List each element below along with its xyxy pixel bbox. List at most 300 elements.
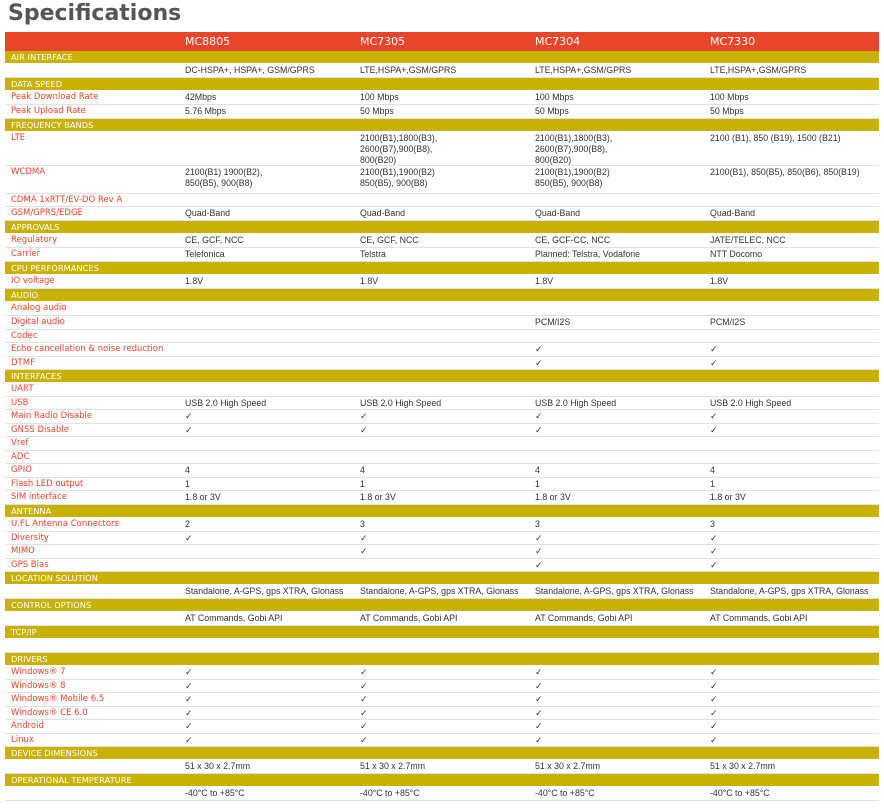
column-divider [529, 693, 530, 706]
column-divider [179, 760, 180, 773]
column-divider [354, 707, 355, 719]
section-label: LOCATION SOLUTION [11, 573, 98, 583]
column-divider [179, 437, 180, 450]
section-row [5, 572, 879, 585]
column-divider [529, 91, 530, 104]
column-divider [704, 680, 705, 692]
section-row [5, 262, 879, 275]
column-divider [179, 343, 180, 356]
row-label: Peak Download Rate [11, 92, 99, 102]
column-divider [354, 194, 355, 206]
column-divider [179, 559, 180, 571]
table-row [5, 166, 879, 194]
table-cell: 2100(B1) 1900(B2), 850(B5), 900(B8) [185, 167, 263, 188]
table-row [5, 518, 879, 532]
row-label: MIMO [11, 546, 35, 556]
column-divider [354, 532, 355, 544]
column-divider [354, 464, 355, 477]
column-divider [704, 330, 705, 342]
table-cell: ✓ [360, 533, 368, 543]
column-divider [529, 787, 530, 800]
column-divider [704, 316, 705, 329]
table-cell: PCM/I2S [710, 317, 746, 327]
row-label: Flash LED output [11, 479, 84, 489]
table-cell: 50 Mbps [710, 106, 744, 116]
column-divider [354, 234, 355, 247]
table-row [5, 437, 879, 451]
section-row [5, 599, 879, 612]
row-label: Linux [11, 735, 34, 745]
table-cell: 2100(B1),1800(B3), 2600(B7),900(B8), 800(B20) [535, 133, 613, 165]
section-label: INTERFACES [11, 371, 62, 381]
row-label: GPS Bias [11, 560, 49, 570]
column-divider [354, 275, 355, 288]
column-divider [529, 451, 530, 463]
section-label: FREQUENCY BANDS [11, 120, 94, 130]
table-cell: ✓ [535, 694, 543, 704]
table-cell: ✓ [535, 667, 543, 677]
table-cell: USB 2.0 High Speed [360, 398, 442, 408]
table-cell: 1 [535, 479, 540, 489]
row-label: USB [11, 398, 29, 408]
column-divider [179, 734, 180, 746]
section-row [5, 747, 879, 760]
column-divider [179, 207, 180, 220]
table-cell: 42Mbps [185, 92, 217, 102]
table-cell: ✓ [535, 708, 543, 718]
section-label: ANTENNA [11, 506, 52, 516]
table-cell: 1 [185, 479, 190, 489]
column-divider [179, 194, 180, 206]
column-divider [354, 330, 355, 342]
table-cell: ✓ [710, 411, 718, 421]
column-header: MC7330 [710, 35, 756, 48]
row-label: Windows® Mobile 6.5 [11, 694, 105, 704]
table-cell: 100 Mbps [360, 92, 399, 102]
table-row [5, 64, 879, 78]
table-row [5, 105, 879, 119]
column-divider [704, 693, 705, 706]
table-cell: Telstra [360, 249, 386, 259]
table-cell: 4 [710, 465, 715, 475]
table-row [5, 234, 879, 248]
section-row [5, 505, 879, 518]
section-label: DRIVERS [11, 654, 48, 664]
column-divider [179, 545, 180, 558]
table-cell: ✓ [535, 721, 543, 731]
column-divider [179, 410, 180, 423]
table-cell: ✓ [710, 533, 718, 543]
row-label: Android [11, 721, 44, 731]
column-divider [354, 91, 355, 104]
table-cell: CE, GCF-CC, NCC [535, 235, 611, 245]
column-divider [529, 234, 530, 247]
table-cell: AT Commands, Gobi API [710, 613, 808, 623]
column-divider [354, 451, 355, 463]
table-cell: Standalone, A-GPS, gps XTRA, Glonass [710, 586, 869, 596]
section-label: CPU PERFORMANCES [11, 263, 99, 273]
column-divider [529, 760, 530, 773]
column-divider [529, 666, 530, 679]
table-cell: ✓ [535, 735, 543, 745]
column-divider [354, 166, 355, 193]
column-divider [179, 424, 180, 436]
table-cell: -40°C to +85°C [535, 788, 595, 798]
table-cell: 2100(B1), 850(B5), 850(B6), 850(B19) [710, 167, 860, 177]
table-cell: ✓ [710, 694, 718, 704]
column-divider [179, 64, 180, 77]
column-divider [179, 693, 180, 706]
row-label: CDMA 1xRTT/EV-DO Rev A [11, 195, 123, 205]
section-label: AUDIO [11, 290, 39, 300]
table-row [5, 491, 879, 505]
column-divider [354, 357, 355, 369]
table-cell: 1.8 or 3V [360, 492, 396, 502]
column-divider [529, 734, 530, 746]
table-row [5, 207, 879, 221]
column-divider [529, 166, 530, 193]
table-cell: ✓ [535, 411, 543, 421]
column-divider [354, 720, 355, 733]
column-divider [704, 478, 705, 490]
table-cell: Standalone, A-GPS, gps XTRA, Glonass [185, 586, 344, 596]
table-row [5, 397, 879, 410]
column-divider [179, 787, 180, 800]
table-cell: CE, GCF, NCC [360, 235, 419, 245]
column-divider [529, 207, 530, 220]
section-label: AIR INTERFACE [11, 52, 73, 62]
table-cell: -40°C to +85°C [185, 788, 245, 798]
table-cell: USB 2.0 High Speed [710, 398, 792, 408]
table-cell: 1.8V [710, 276, 729, 286]
column-divider [704, 639, 705, 652]
page-title: Specifications [8, 1, 182, 26]
column-divider [179, 478, 180, 490]
table-cell: ✓ [360, 425, 368, 435]
table-cell: 4 [185, 465, 190, 475]
table-cell: USB 2.0 High Speed [185, 398, 267, 408]
column-divider [529, 478, 530, 490]
table-row [5, 357, 879, 370]
column-divider [529, 316, 530, 329]
table-cell: 2100(B1),1900(B2) 850(B5), 900(B8) [360, 167, 435, 188]
table-cell: 2100(B1),1900(B2) 850(B5), 900(B8) [535, 167, 610, 188]
row-label: Regulatory [11, 235, 58, 245]
table-cell: Quad-Band [710, 208, 755, 218]
column-divider [529, 383, 530, 396]
table-row [5, 275, 879, 289]
column-divider [179, 464, 180, 477]
section-row [5, 119, 879, 132]
row-label: Windows® 8 [11, 681, 66, 691]
table-cell: ✓ [535, 425, 543, 435]
table-cell: 1.8V [360, 276, 379, 286]
table-cell: 3 [710, 519, 715, 529]
table-cell: 4 [360, 465, 365, 475]
column-divider [354, 666, 355, 679]
column-divider [529, 464, 530, 477]
table-body [5, 51, 879, 801]
row-label: Windows® 7 [11, 667, 66, 677]
column-divider [354, 383, 355, 396]
row-label: DTMF [11, 358, 35, 368]
column-divider [529, 612, 530, 625]
table-cell: ✓ [360, 546, 368, 556]
section-row [5, 221, 879, 234]
table-cell: DC-HSPA+, HSPA+, GSM/GPRS [185, 65, 315, 75]
table-row [5, 451, 879, 464]
table-row [5, 478, 879, 491]
column-divider [704, 343, 705, 356]
table-cell: ✓ [710, 681, 718, 691]
column-divider [354, 680, 355, 692]
column-divider [179, 316, 180, 329]
table-cell: -40°C to +85°C [360, 788, 420, 798]
column-divider [179, 357, 180, 369]
table-cell: ✓ [710, 667, 718, 677]
column-divider [354, 316, 355, 329]
column-divider [529, 585, 530, 598]
row-label: SIM interface [11, 492, 67, 502]
table-cell: Planned: Telstra, Vodafone [535, 249, 640, 259]
column-divider [354, 302, 355, 315]
column-divider [529, 491, 530, 504]
column-divider [179, 132, 180, 165]
table-cell: AT Commands, Gobi API [360, 613, 458, 623]
table-cell: 50 Mbps [535, 106, 569, 116]
row-label: Digital audio [11, 317, 65, 327]
row-label: Codec [11, 331, 38, 341]
column-divider [704, 357, 705, 369]
table-cell: ✓ [185, 694, 193, 704]
table-cell: ✓ [360, 694, 368, 704]
table-row [5, 464, 879, 478]
column-divider [704, 397, 705, 409]
column-divider [529, 518, 530, 531]
column-divider [179, 105, 180, 118]
column-divider [704, 451, 705, 463]
column-divider [704, 166, 705, 193]
table-cell: Quad-Band [185, 208, 230, 218]
row-label: Main Radio Disable [11, 411, 93, 421]
section-label: DEVICE DIMENSIONS [11, 748, 98, 758]
column-divider [179, 397, 180, 409]
column-divider [704, 720, 705, 733]
column-divider [354, 760, 355, 773]
column-divider [704, 91, 705, 104]
column-divider [354, 612, 355, 625]
table-cell: ✓ [710, 708, 718, 718]
table-cell: USB 2.0 High Speed [535, 398, 617, 408]
row-label: WCDMA [11, 167, 46, 177]
table-cell: 100 Mbps [535, 92, 574, 102]
column-divider [179, 248, 180, 261]
table-row [5, 330, 879, 343]
table-cell: 4 [535, 465, 540, 475]
table-cell: Standalone, A-GPS, gps XTRA, Glonass [360, 586, 519, 596]
table-cell: PCM/I2S [535, 317, 571, 327]
table-row [5, 720, 879, 734]
column-divider [354, 545, 355, 558]
table-row [5, 248, 879, 262]
column-divider [704, 105, 705, 118]
table-cell: ✓ [185, 681, 193, 691]
section-label: CONTROL OPTIONS [11, 600, 92, 610]
column-divider [354, 343, 355, 356]
table-cell: ✓ [535, 546, 543, 556]
column-divider [704, 302, 705, 315]
table-cell: ✓ [185, 721, 193, 731]
section-label: OPERATIONAL TEMPERATURE [11, 775, 132, 785]
column-divider [704, 545, 705, 558]
table-cell: Telefonica [185, 249, 225, 259]
table-cell: ✓ [535, 681, 543, 691]
table-cell: AT Commands, Gobi API [185, 613, 283, 623]
column-divider [704, 234, 705, 247]
row-label: UART [11, 384, 34, 394]
table-row [5, 707, 879, 720]
column-divider [179, 451, 180, 463]
column-divider [704, 464, 705, 477]
table-cell: ✓ [535, 358, 543, 368]
column-header: MC7305 [360, 35, 406, 48]
table-cell: 51 x 30 x 2.7mm [710, 761, 776, 771]
table-cell: ✓ [185, 735, 193, 745]
table-row [5, 559, 879, 572]
row-label: Windows® CE 6.0 [11, 708, 88, 718]
column-divider [529, 410, 530, 423]
table-cell: ✓ [185, 667, 193, 677]
table-cell: ✓ [710, 735, 718, 745]
row-label: U.FL Antenna Connectors [11, 519, 119, 529]
table-cell: ✓ [710, 721, 718, 731]
column-divider [179, 532, 180, 544]
table-cell: 1.8V [185, 276, 204, 286]
row-label: Carrier [11, 249, 41, 259]
column-divider [704, 787, 705, 800]
table-row [5, 410, 879, 424]
row-label: Vref [11, 438, 29, 448]
table-row [5, 545, 879, 559]
row-label: Echo cancellation & noise reduction [11, 344, 164, 354]
table-cell: ✓ [535, 533, 543, 543]
row-label: Diversity [11, 533, 49, 543]
table-cell: 1.8 or 3V [535, 492, 571, 502]
column-divider [704, 532, 705, 544]
column-divider [179, 491, 180, 504]
column-divider [354, 397, 355, 409]
column-divider [354, 639, 355, 652]
column-divider [354, 518, 355, 531]
table-cell: ✓ [360, 735, 368, 745]
column-divider [529, 330, 530, 342]
table-cell: 51 x 30 x 2.7mm [535, 761, 601, 771]
column-divider [529, 132, 530, 165]
section-row [5, 774, 879, 787]
column-divider [529, 532, 530, 544]
table-cell: ✓ [710, 425, 718, 435]
column-divider [704, 248, 705, 261]
column-divider [704, 410, 705, 423]
table-cell: ✓ [360, 411, 368, 421]
column-divider [179, 330, 180, 342]
section-row [5, 653, 879, 666]
table-cell: LTE,HSPA+,GSM/GPRS [535, 65, 632, 75]
table-row [5, 666, 879, 680]
table-cell: 5.76 Mbps [185, 106, 227, 116]
table-row [5, 680, 879, 693]
table-cell: 51 x 30 x 2.7mm [360, 761, 426, 771]
column-divider [529, 707, 530, 719]
table-cell: NTT Docomo [710, 249, 763, 259]
table-cell: 1.8 or 3V [710, 492, 746, 502]
table-cell: ✓ [710, 546, 718, 556]
column-divider [529, 275, 530, 288]
table-cell: LTE,HSPA+,GSM/GPRS [710, 65, 807, 75]
column-divider [529, 64, 530, 77]
column-divider [704, 612, 705, 625]
column-divider [529, 343, 530, 356]
column-divider [354, 787, 355, 800]
table-cell: 1 [710, 479, 715, 489]
column-divider [354, 207, 355, 220]
table-row [5, 194, 879, 207]
section-label: DATA SPEED [11, 79, 63, 89]
table-cell: ✓ [535, 560, 543, 570]
column-divider [179, 275, 180, 288]
row-label: GSM/GPRS/EDGE [11, 208, 83, 218]
table-row [5, 343, 879, 357]
table-cell: 1 [360, 479, 365, 489]
column-divider [704, 194, 705, 206]
table-cell: 3 [535, 519, 540, 529]
column-divider [354, 424, 355, 436]
column-divider [529, 680, 530, 692]
table-row [5, 132, 879, 166]
row-label: ADC [11, 452, 30, 462]
column-divider [179, 707, 180, 719]
column-divider [354, 410, 355, 423]
table-row [5, 734, 879, 747]
section-label: TCP/IP [11, 627, 37, 637]
section-row [5, 626, 879, 639]
table-cell: Standalone, A-GPS, gps XTRA, Glonass [535, 586, 694, 596]
table-cell: 100 Mbps [710, 92, 749, 102]
column-divider [704, 64, 705, 77]
table-row [5, 639, 879, 653]
table-cell: -40°C to +85°C [710, 788, 770, 798]
table-row [5, 316, 879, 330]
column-divider [704, 491, 705, 504]
table-row [5, 787, 879, 801]
column-divider [354, 437, 355, 450]
table-row [5, 383, 879, 397]
table-cell: ✓ [360, 708, 368, 718]
column-divider [529, 397, 530, 409]
column-divider [179, 720, 180, 733]
table-cell: AT Commands, Gobi API [535, 613, 633, 623]
spec-table [5, 32, 879, 801]
table-cell: ✓ [710, 344, 718, 354]
table-row [5, 693, 879, 707]
column-divider [704, 424, 705, 436]
column-divider [704, 437, 705, 450]
column-divider [704, 559, 705, 571]
table-cell: CE, GCF, NCC [185, 235, 244, 245]
column-divider [704, 207, 705, 220]
section-label: APPROVALS [11, 222, 60, 232]
table-cell: 2100 (B1), 850 (B19), 1500 (B21) [710, 133, 841, 143]
